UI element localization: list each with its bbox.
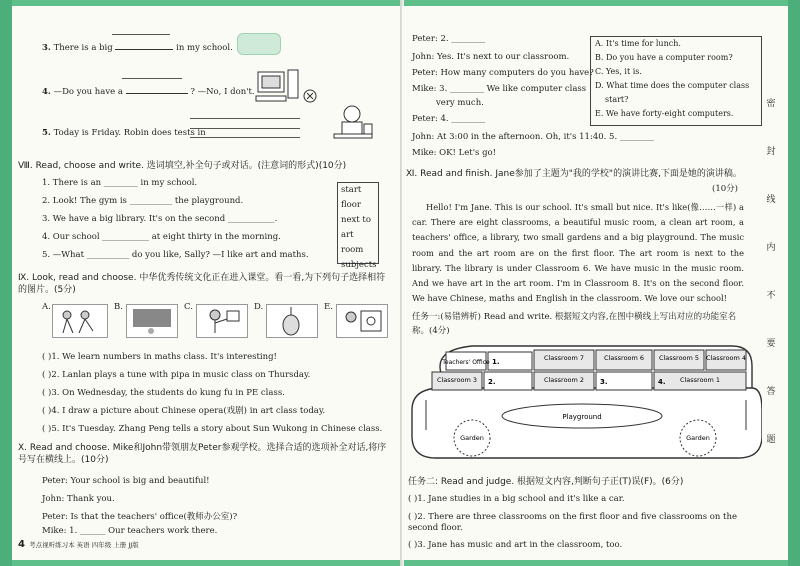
garden-label: Garden: [460, 434, 484, 442]
classroom-7-label: Classroom 7: [543, 354, 585, 362]
dialog-line: Peter: How many computers do you have?: [412, 68, 594, 78]
word-box: start floor next to art room subjects: [337, 182, 379, 264]
s9-item: ( )1. We learn numbers in maths class. It's interesting!: [42, 352, 277, 362]
s9-item: ( )5. It's Tuesday. Zhang Peng tells a story about Sun Wukong in Chinese class.: [42, 424, 383, 434]
classroom-5-label: Classroom 5: [658, 354, 700, 362]
task-2-item: ( )1. Jane studies in a big school and it's like a car.: [408, 494, 625, 504]
classroom-2-label: Classroom 2: [543, 376, 585, 384]
right-edge: [788, 0, 800, 566]
task-2-title: 任务二: Read and judge. 根据短文内容,判断句子正(T)误(F)。(6分): [408, 477, 684, 487]
s8-item: 2. Look! The gym is __________ the playground.: [42, 196, 244, 206]
classroom-1-label: Classroom 1: [679, 376, 721, 384]
blank-1-number: 1.: [492, 358, 500, 366]
task-1-title: 任务一:(易错辨析) Read and write. 根据短文内容,在图中横线上写出对应的功能室名称。(4分): [412, 312, 737, 336]
section-10-title: Ⅹ. Read and choose. Mike和John带领朋友Peter参观学校。选择合适的选项补全对话,将序号写在横线上。(10分): [18, 443, 387, 465]
s9-item: ( )4. I draw a picture about Chinese opera(戏剧) in art class today.: [42, 406, 326, 416]
s8-item: 4. Our school ___________ at eight thirty in the morning.: [42, 232, 281, 242]
section-9-title: Ⅸ. Look, read and choose. 中华优秀传统文化正在进入课堂。看一看,为下列句子选择相符的图片。(5分): [18, 273, 386, 295]
s8-item: 5. —What __________ do you like, Sally? —I like art and maths.: [42, 250, 309, 260]
left-page: [12, 6, 402, 560]
dialog-line: John: Yes. It's next to our classroom.: [412, 52, 570, 62]
task-2-item: ( )3. Jane has music and art in the classroom, too.: [408, 540, 623, 550]
classroom-6-label: Classroom 6: [603, 354, 645, 362]
picture-row: A. B. C. D. E.: [42, 302, 382, 342]
section-11-title: Ⅺ. Read and finish. Jane参加了主题为"我的学校"的演讲比赛,下面是她的演讲稿。: [406, 169, 742, 179]
blank-2-number: 2.: [488, 378, 496, 386]
drawing-picture: [336, 304, 388, 338]
classroom-4-label: Classroom 4: [705, 354, 747, 362]
dialog-line: John: At 3:00 in the afternoon. Oh, it's 11:40. 5. ________: [412, 132, 654, 142]
blank-4-number: 4.: [658, 378, 666, 386]
section-11-score: (10分): [712, 184, 738, 194]
dialog-line: very much.: [436, 98, 484, 108]
footer: 4 考点视听练习本 英语 四年级 上册 JJ版: [18, 539, 139, 550]
pipa-picture: [266, 304, 318, 338]
question-4: 4. —Do you have a ? —No, I don't.: [42, 84, 255, 98]
left-edge: [0, 0, 12, 566]
s10-line: Peter: Your school is big and beautiful!: [42, 476, 210, 486]
s10-line: John: Thank you.: [42, 494, 115, 504]
task-2-item: ( )2. There are three classrooms on the first floor and five classrooms on the second floor.: [408, 512, 737, 533]
playground-label: Playground: [562, 413, 602, 421]
computer-picture: [252, 68, 322, 110]
question-3: 3. There is a big in my school.: [42, 40, 233, 54]
s9-item: ( )2. Lanlan plays a tune with pipa in music class on Thursday.: [42, 370, 311, 380]
s8-item: 1. There is an ________ in my school.: [42, 178, 198, 188]
dialog-line: Mike: 3. ________ We like computer class: [412, 84, 587, 94]
test-picture: [330, 104, 376, 148]
teachers-office-label: Teachers' Office: [442, 359, 490, 366]
passage: Hello! I'm Jane. This is our school. It's small but nice. It's like(像……一样) a car. There are eight classrooms, a beautiful music room, a clean art room, a teachers' office, a library, two small gardens and a big playground. The music room and the art room are on the first floor. The art room is next to the library. The library is under Classroom 6. We have music in the music room. And we have art in the art room. I'm in Classroom 8. It's on the second floor. We have Chinese, maths and English in the classroom. We love our school!: [412, 202, 744, 304]
sealing-line: 密 封 线 内 不 要 答 题: [766, 99, 776, 445]
s10-line: Peter: Is that the teachers' office(教师办公室)?: [42, 512, 238, 522]
garden-label: Garden: [686, 434, 710, 442]
dialog-line: Peter: 4. ________: [412, 114, 486, 124]
right-page: [402, 6, 788, 560]
dialog-line: Peter: 2. ________: [412, 34, 486, 44]
s10-line: Mike: 1. ______ Our teachers work there.: [42, 526, 218, 536]
school-bus-diagram: [402, 340, 762, 470]
blackboard-picture: [126, 304, 178, 338]
options-box: A. It's time for lunch. B. Do you have a computer room? C. Yes, it is. D. What time does the computer class start? E. We have forty-eight computers.: [590, 36, 762, 126]
dialog-line: Mike: OK! Let's go!: [412, 148, 497, 158]
blank-3-number: 3.: [600, 378, 608, 386]
s9-item: ( )3. On Wednesday, the students do kung fu in PE class.: [42, 388, 285, 398]
classroom-3-label: Classroom 3: [436, 376, 478, 384]
storytelling-picture: [196, 304, 248, 338]
s8-item: 3. We have a big library. It's on the second ___________.: [42, 214, 278, 224]
question-5: 5. Today is Friday. Robin does tests in: [42, 128, 206, 138]
decorative-tab: [237, 33, 281, 55]
kungfu-picture: [52, 304, 108, 338]
section-8-title: Ⅷ. Read, choose and write. 选词填空,补全句子或对话。(注意词的形式)(10分): [18, 161, 347, 171]
